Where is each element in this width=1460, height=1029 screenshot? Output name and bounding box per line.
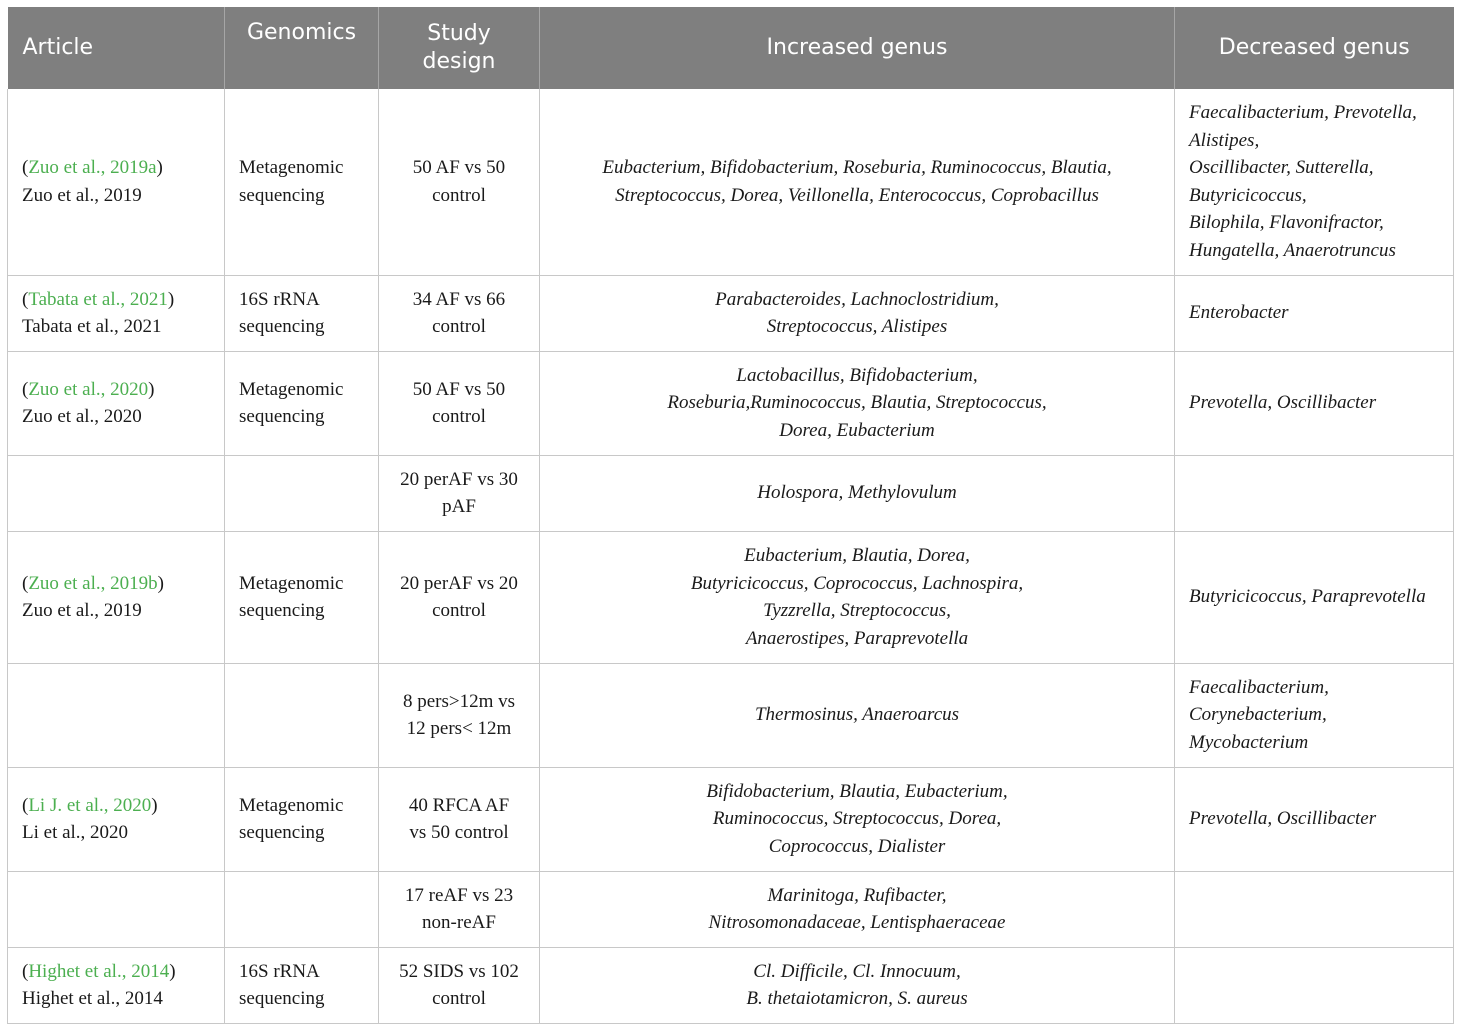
- cell-decreased-genus-line: Prevotella, Oscillibacter: [1189, 392, 1377, 414]
- reference-text: Tabata et al., 2021: [22, 316, 162, 337]
- cell-decreased-genus: [1175, 455, 1454, 531]
- cell-increased-genus-line: Parabacteroides, Lachnoclostridium,: [715, 288, 999, 310]
- table-row: [8, 89, 1454, 275]
- citation-link[interactable]: Highet et al., 2014: [28, 960, 170, 982]
- cell-study-design-line: control: [432, 316, 486, 337]
- header-increased-genus: Increased genus: [540, 7, 1175, 89]
- cell-decreased-genus-line: Alistipes,: [1189, 129, 1260, 151]
- cell-decreased-genus-line: Bilophila, Flavonifractor,: [1189, 212, 1384, 234]
- cell-study-design-line: 12 pers< 12m: [406, 718, 512, 739]
- cell-study-design: [379, 871, 540, 947]
- header-decreased-genus: Decreased genus: [1175, 7, 1454, 89]
- header-study-design: [379, 7, 540, 89]
- reference-text: Zuo et al., 2019: [22, 600, 142, 621]
- cell-study-design: [379, 947, 540, 1023]
- paren-close: ): [167, 288, 175, 310]
- header-genomics: Genomics: [225, 7, 379, 89]
- cell-article: [8, 871, 225, 947]
- cell-decreased-genus: [1175, 351, 1454, 455]
- cell-study-design-line: non-reAF: [422, 912, 496, 933]
- cell-genomics-line: sequencing: [239, 184, 325, 206]
- cell-increased-genus-line: Eubacterium, Blautia, Dorea,: [744, 545, 970, 566]
- table-header: [8, 7, 1454, 89]
- cell-decreased-genus: [1175, 89, 1454, 275]
- cell-increased-genus: [540, 663, 1175, 767]
- citation-link[interactable]: Zuo et al., 2019b: [28, 572, 158, 594]
- citation-line: [22, 286, 210, 314]
- cell-increased-genus-line: Bifidobacterium, Blautia, Eubacterium,: [706, 780, 1008, 802]
- cell-study-design: [379, 531, 540, 663]
- table-row: [8, 663, 1454, 767]
- paren-close: ): [169, 960, 176, 982]
- paren-close: ): [157, 572, 164, 594]
- cell-article: [8, 531, 225, 663]
- citation-link[interactable]: Li J. et al., 2020: [28, 794, 152, 816]
- table-row: [8, 455, 1454, 531]
- cell-genomics: [225, 947, 379, 1023]
- cell-genomics-line: Metagenomic: [239, 157, 344, 179]
- cell-decreased-genus-line: Mycobacterium: [1189, 731, 1309, 753]
- header-study-design-line: Study: [427, 21, 491, 46]
- genus-table-container: [7, 7, 1453, 1024]
- cell-genomics: [225, 89, 379, 275]
- cell-study-design-line: 50 AF vs 50: [412, 157, 506, 179]
- table-body: [8, 89, 1454, 1023]
- cell-increased-genus: [540, 89, 1175, 275]
- table-row: [8, 275, 1454, 351]
- cell-article: [8, 767, 225, 871]
- cell-article: [8, 351, 225, 455]
- cell-study-design: [379, 275, 540, 351]
- cell-study-design-line: 17 reAF vs 23: [404, 884, 514, 906]
- paren-open: (: [22, 572, 29, 594]
- cell-decreased-genus: [1175, 663, 1454, 767]
- cell-study-design-line: 20 perAF vs 30: [400, 468, 518, 490]
- cell-study-design-line: control: [432, 600, 486, 621]
- cell-article: [8, 89, 225, 275]
- cell-decreased-genus-line: Enterobacter: [1189, 302, 1289, 324]
- genus-table: [7, 7, 1454, 1024]
- table-row: [8, 351, 1454, 455]
- cell-decreased-genus: [1175, 767, 1454, 871]
- cell-decreased-genus-line: Prevotella, Oscillibacter: [1189, 808, 1377, 830]
- cell-genomics: [225, 351, 379, 455]
- cell-increased-genus: [540, 767, 1175, 871]
- cell-increased-genus-line: Marinitoga, Rufibacter,: [767, 884, 947, 906]
- cell-increased-genus-line: Thermosinus, Anaeroarcus: [754, 704, 960, 726]
- cell-study-design-line: 34 AF vs 66: [412, 288, 506, 310]
- cell-genomics-line: 16S rRNA: [239, 960, 320, 982]
- cell-increased-genus: [540, 871, 1175, 947]
- reference-text: Highet et al., 2014: [22, 988, 163, 1009]
- cell-genomics: [225, 767, 379, 871]
- cell-increased-genus: [540, 947, 1175, 1023]
- header-article: Article: [8, 7, 225, 89]
- cell-increased-genus-line: Butyricicoccus, Coprococcus, Lachnospira,: [690, 572, 1024, 594]
- cell-genomics-line: Metagenomic: [239, 378, 344, 400]
- cell-increased-genus-line: Holospora, Methylovulum: [757, 482, 957, 504]
- cell-genomics-line: Metagenomic: [239, 572, 344, 594]
- cell-article: [8, 275, 225, 351]
- paren-close: ): [148, 378, 155, 400]
- cell-increased-genus-line: Streptococcus, Alistipes: [766, 316, 948, 337]
- cell-study-design-line: control: [432, 406, 486, 427]
- cell-increased-genus-line: Anaerostipes, Paraprevotella: [745, 627, 969, 649]
- cell-study-design-line: 8 pers>12m vs: [402, 690, 516, 712]
- cell-decreased-genus: [1175, 871, 1454, 947]
- reference-text: Zuo et al., 2019: [22, 184, 142, 206]
- table-row: [8, 531, 1454, 663]
- cell-decreased-genus: [1175, 947, 1454, 1023]
- cell-genomics: [225, 275, 379, 351]
- cell-decreased-genus-line: Hungatella, Anaerotruncus: [1189, 239, 1396, 261]
- table-row: [8, 947, 1454, 1023]
- cell-genomics: [225, 455, 379, 531]
- cell-study-design: [379, 89, 540, 275]
- paren-open: (: [22, 157, 29, 179]
- cell-decreased-genus-line: Corynebacterium,: [1189, 704, 1327, 726]
- cell-decreased-genus-line: Oscillibacter, Sutterella,: [1189, 157, 1374, 179]
- citation-line: [22, 792, 210, 820]
- cell-study-design: [379, 455, 540, 531]
- cell-genomics: [225, 871, 379, 947]
- paren-open: (: [22, 794, 29, 816]
- citation-link[interactable]: Zuo et al., 2020: [28, 378, 149, 400]
- cell-decreased-genus: [1175, 531, 1454, 663]
- cell-decreased-genus-line: Butyricicoccus,: [1189, 184, 1307, 206]
- paren-open: (: [22, 378, 29, 400]
- cell-increased-genus-line: Nitrosomonadaceae, Lentisphaeraceae: [708, 912, 1006, 933]
- cell-increased-genus-line: B. thetaiotamicron, S. aureus: [746, 988, 968, 1009]
- cell-genomics-line: sequencing: [239, 406, 325, 427]
- cell-genomics-line: 16S rRNA: [239, 288, 320, 310]
- cell-decreased-genus: [1175, 275, 1454, 351]
- cell-study-design-line: 50 AF vs 50: [412, 378, 506, 400]
- cell-article: [8, 663, 225, 767]
- paren-close: ): [156, 157, 163, 179]
- cell-genomics-line: sequencing: [239, 988, 325, 1009]
- cell-decreased-genus-line: Butyricicoccus, Paraprevotella: [1189, 586, 1426, 608]
- cell-genomics: [225, 663, 379, 767]
- cell-study-design-line: 20 perAF vs 20: [400, 572, 518, 594]
- cell-article: [8, 947, 225, 1023]
- reference-text: Zuo et al., 2020: [22, 406, 142, 427]
- cell-increased-genus-line: Tyzzrella, Streptococcus,: [763, 600, 951, 621]
- citation-link[interactable]: Tabata et al., 2021: [28, 288, 168, 310]
- cell-study-design-line: 52 SIDS vs 102: [399, 960, 519, 982]
- cell-increased-genus-line: Cl. Difficile, Cl. Innocuum,: [753, 960, 961, 982]
- cell-study-design: [379, 351, 540, 455]
- table-row: [8, 871, 1454, 947]
- cell-increased-genus-line: Streptococcus, Dorea, Veillonella, Enterococcus, Coprobacillus: [615, 184, 1099, 206]
- cell-increased-genus-line: Roseburia,Ruminococcus, Blautia, Streptococcus,: [667, 392, 1047, 414]
- cell-increased-genus: [540, 531, 1175, 663]
- cell-increased-genus-line: Dorea, Eubacterium: [779, 419, 935, 441]
- cell-increased-genus-line: Coprococcus, Dialister: [768, 835, 946, 857]
- cell-study-design-line: 40 RFCA AF: [408, 794, 510, 816]
- table-row: [8, 767, 1454, 871]
- cell-study-design: [379, 767, 540, 871]
- paren-open: (: [22, 288, 29, 310]
- cell-study-design: [379, 663, 540, 767]
- citation-line: [22, 154, 210, 182]
- cell-increased-genus: [540, 351, 1175, 455]
- cell-increased-genus: [540, 455, 1175, 531]
- reference-text: Li et al., 2020: [22, 822, 129, 843]
- cell-genomics-line: sequencing: [239, 822, 325, 843]
- cell-study-design-line: control: [432, 988, 486, 1009]
- cell-decreased-genus-line: Faecalibacterium,: [1189, 676, 1329, 698]
- cell-increased-genus-line: Ruminococcus, Streptococcus, Dorea,: [712, 808, 1002, 830]
- cell-increased-genus-line: Lactobacillus, Bifidobacterium,: [736, 364, 978, 386]
- paren-open: (: [22, 960, 29, 982]
- cell-article: [8, 455, 225, 531]
- cell-decreased-genus-line: Faecalibacterium, Prevotella,: [1189, 102, 1417, 124]
- cell-genomics: [225, 531, 379, 663]
- paren-close: ): [151, 794, 158, 816]
- cell-genomics-line: Metagenomic: [239, 794, 344, 816]
- citation-line: [22, 570, 210, 598]
- cell-study-design-line: vs 50 control: [409, 822, 509, 843]
- citation-link[interactable]: Zuo et al., 2019a: [28, 157, 157, 179]
- cell-increased-genus-line: Eubacterium, Bifidobacterium, Roseburia, Ruminococcus, Blautia,: [602, 157, 1112, 179]
- cell-increased-genus: [540, 275, 1175, 351]
- header-study-design-line: design: [422, 49, 496, 74]
- cell-genomics-line: sequencing: [239, 316, 325, 337]
- cell-study-design-line: pAF: [442, 496, 476, 517]
- cell-genomics-line: sequencing: [239, 600, 325, 621]
- cell-study-design-line: control: [432, 184, 486, 206]
- citation-line: [22, 958, 210, 986]
- citation-line: [22, 376, 210, 404]
